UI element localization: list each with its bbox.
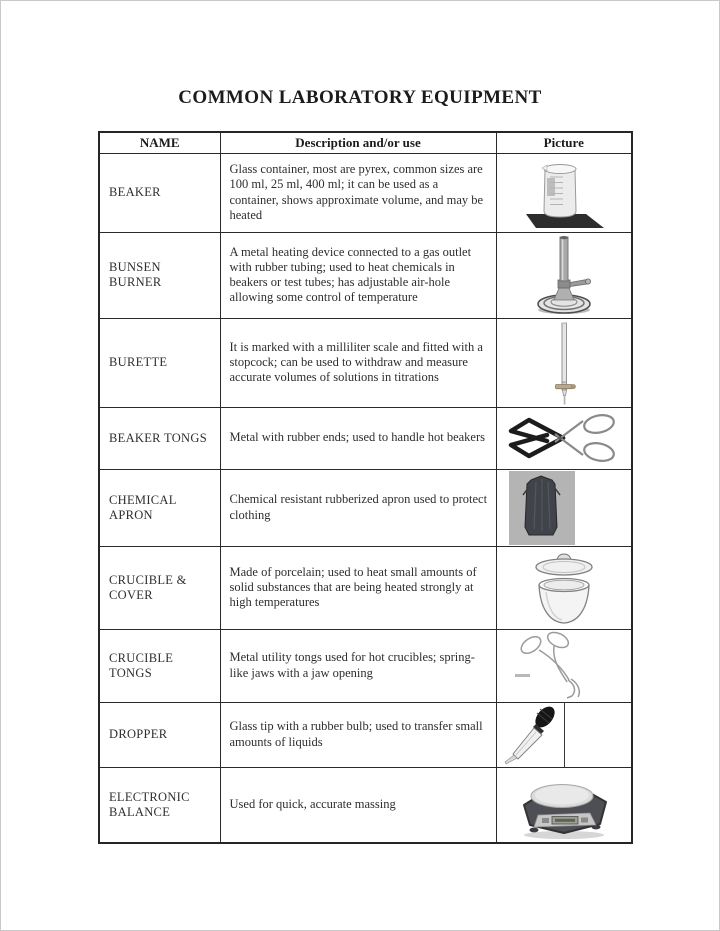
burette-image	[546, 321, 582, 406]
equipment-picture-cell	[496, 469, 632, 546]
crucible-tongs-image	[509, 631, 601, 701]
equipment-description: A metal heating device connected to a gas outlet with rubber tubing; used to heat chemicals in beakers or test tubes; has adjustable air-hole allowing some control of temperature	[220, 232, 496, 318]
table-row-chemical-apron	[99, 469, 632, 546]
dropper-image	[500, 704, 562, 765]
equipment-picture-cell	[496, 546, 632, 629]
equipment-name: DROPPER	[99, 702, 220, 767]
column-header-name: NAME	[99, 132, 220, 153]
table-row-beaker	[99, 153, 632, 232]
column-header-picture: Picture	[496, 132, 632, 153]
equipment-description: Chemical resistant rubberized apron used to protect clothing	[220, 469, 496, 546]
table-row-crucible-cover	[99, 546, 632, 629]
column-header-description: Description and/or use	[220, 132, 496, 153]
equipment-table	[98, 131, 633, 844]
equipment-picture-cell	[496, 767, 632, 843]
equipment-picture-cell	[496, 318, 632, 407]
equipment-name: BEAKER	[99, 153, 220, 232]
equipment-name: CHEMICAL APRON	[99, 469, 220, 546]
beaker-tongs-image	[503, 411, 625, 465]
table-row-crucible-tongs	[99, 629, 632, 702]
equipment-name: BEAKER TONGS	[99, 407, 220, 469]
equipment-description: Made of porcelain; used to heat small amounts of solid substances that are being heated strongly at high temperatures	[220, 546, 496, 629]
equipment-description: Used for quick, accurate massing	[220, 767, 496, 843]
equipment-name: BURETTE	[99, 318, 220, 407]
equipment-description: Metal utility tongs used for hot crucibles; spring-like jaws with a jaw opening	[220, 629, 496, 702]
equipment-name: CRUCIBLE & COVER	[99, 546, 220, 629]
equipment-picture-cell	[496, 702, 632, 767]
equipment-picture-cell	[496, 629, 632, 702]
table-row-beaker-tongs	[99, 407, 632, 469]
table-row-bunsen-burner	[99, 232, 632, 318]
dropper-image-frame	[499, 703, 565, 767]
equipment-description: Glass tip with a rubber bulb; used to transfer small amounts of liquids	[220, 702, 496, 767]
equipment-picture-cell	[496, 407, 632, 469]
equipment-description: Glass container, most are pyrex, common sizes are 100 ml, 25 ml, 400 ml; it can be used as a container, shows approximate volume, and may be heated	[220, 153, 496, 232]
table-row-dropper	[99, 702, 632, 767]
header-row	[99, 132, 632, 153]
chemical-apron-image	[509, 471, 575, 545]
equipment-name: CRUCIBLE TONGS	[99, 629, 220, 702]
beaker-on-pad-image	[518, 155, 610, 231]
equipment-name: BUNSEN BURNER	[99, 232, 220, 318]
equipment-picture-cell	[496, 232, 632, 318]
table-row-electronic-balance	[99, 767, 632, 843]
crucible-and-cover-image	[525, 548, 603, 628]
bunsen-burner-image	[524, 234, 604, 316]
table-row-burette	[99, 318, 632, 407]
equipment-description: It is marked with a milliliter scale and fitted with a stopcock; can be used to withdraw and measure accurate volumes of solutions in titrations	[220, 318, 496, 407]
electronic-balance-image	[512, 769, 616, 841]
equipment-description: Metal with rubber ends; used to handle hot beakers	[220, 407, 496, 469]
equipment-name: ELECTRONIC BALANCE	[99, 767, 220, 843]
equipment-picture-cell	[496, 153, 632, 232]
page-title: COMMON LABORATORY EQUIPMENT	[178, 87, 542, 108]
